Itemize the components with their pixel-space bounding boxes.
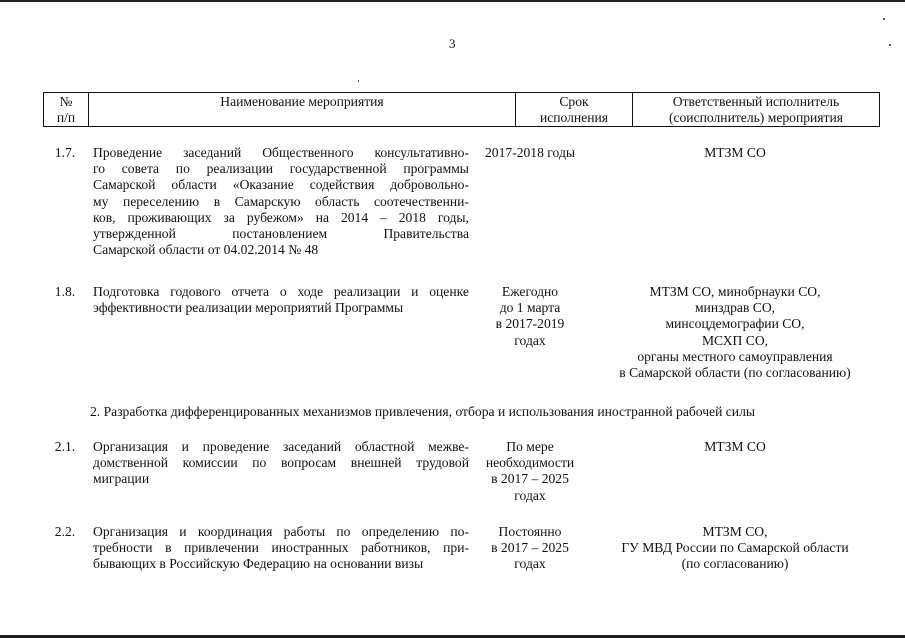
row-term: Постоянно в 2017 – 2025 годах: [491, 524, 569, 572]
row-activity: Организация и координация работы по определению по- требности в привлечении иностранных работников, при- бывающих в Российскую Федерацию на основании визы: [93, 524, 469, 572]
row-activity: Подготовка годового отчета о ходе реализации и оценке эффективности реализации мероприятий Программы: [93, 284, 469, 316]
row-number: 1.7.: [54, 145, 76, 160]
header-responsible: Ответственный исполнитель (соисполнитель) мероприятия: [633, 93, 880, 127]
row-term: 2017-2018 годы: [485, 145, 575, 160]
scan-speck: [883, 18, 885, 20]
section-heading: 2. Разработка дифференцированных механизмов привлечения, отбора и использования иностранной рабочей силы: [90, 404, 755, 419]
header-name: Наименование мероприятия: [89, 93, 516, 127]
row-responsible: МТЗМ СО, ГУ МВД России по Самарской области (по согласованию): [621, 524, 849, 572]
page-number: 3: [449, 36, 456, 51]
header-num: № п/п: [44, 93, 89, 127]
row-responsible: МТЗМ СО: [704, 145, 766, 160]
bottom-border-line: [0, 635, 905, 638]
top-border-line: [0, 0, 905, 2]
row-activity: Проведение заседаний Общественного консультативно- го совета по реализации государственной программы Самарской области «Оказание содействия добровольно- му переселению в Самарскую область соотечественни- ков, проживающих за рубежом» на 2014 – 2018 годы, утвержденной постановлением Правительства Самарской области от 04.02.2014 № 48: [93, 145, 469, 258]
row-number: 1.8.: [54, 284, 76, 299]
row-term: По мере необходимости в 2017 – 2025 годах: [485, 439, 575, 503]
scan-speck: [889, 44, 891, 46]
row-responsible: МТЗМ СО: [704, 439, 766, 454]
table-header: [43, 92, 880, 127]
row-term: Ежегодно до 1 марта в 2017-2019 годах: [495, 284, 565, 348]
row-number: 2.1.: [54, 439, 76, 454]
header-term: Срок исполнения: [516, 93, 633, 127]
row-activity: Организация и проведение заседаний областной межве- домственной комиссии по вопросам внешней трудовой миграции: [93, 439, 469, 487]
row-responsible: МТЗМ СО, минобрнауки СО, минздрав СО, минсоцдемографии СО, МСХП СО, органы местного самоуправления в Самарской области (по согласованию): [619, 284, 851, 381]
scan-speck: [358, 80, 359, 82]
row-number: 2.2.: [54, 524, 76, 539]
